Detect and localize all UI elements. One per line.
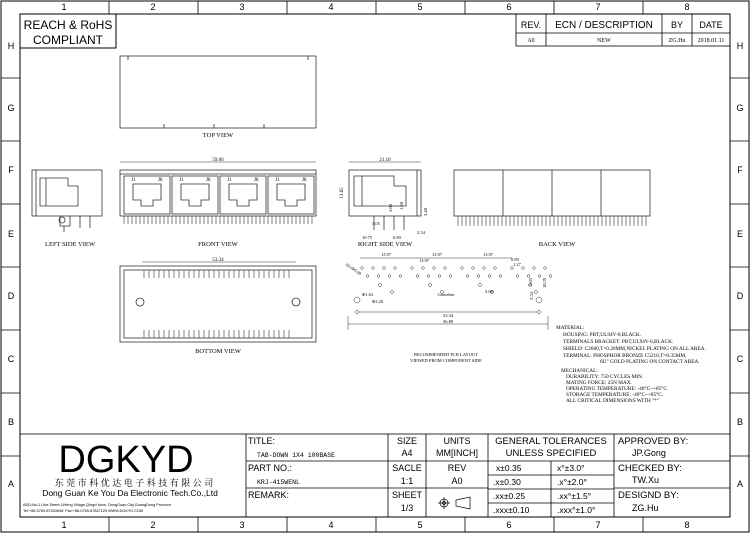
pcb-hole: [535, 291, 538, 294]
pcb-hole: [366, 275, 369, 278]
grid-column-label: 6: [506, 520, 512, 530]
bottom-width-dim: 53.34: [212, 258, 224, 263]
grid-row-label: H: [736, 41, 744, 51]
scale-value: 1:1: [400, 476, 414, 486]
ecn-row-value: NEW: [597, 38, 611, 44]
back-view-drawing: [454, 170, 650, 216]
material-line: TERMINAL: PHOSPHOR BRONZE C5210,T=0.35MM,: [563, 353, 687, 359]
pcb-hole: [516, 275, 519, 278]
pcb-hole: [488, 275, 491, 278]
rev-header: REV.: [520, 20, 542, 30]
pcb-hole: [372, 267, 375, 270]
grid-row-label: A: [736, 479, 744, 489]
material-line: SHIELD: C2680,T=0.20MM,NICKEL PLATING ON ALL AREA.: [563, 346, 706, 352]
port-label: J8: [302, 178, 307, 183]
grid-row-label: C: [7, 354, 15, 364]
title-value: TAB-DOWN 1X4 100BASE: [257, 452, 336, 459]
side-dim-3-00: 3.00: [388, 204, 393, 212]
part-no-value: KRJ-415WENL: [257, 479, 300, 486]
pcb-hole: [466, 275, 469, 278]
pcb-hole: [483, 267, 486, 270]
pcb-dim-13-97b: 13.97: [431, 252, 443, 257]
rev-value: A0: [451, 476, 463, 486]
side-dim-10-75: 10.75: [362, 235, 373, 240]
pcb-hole: [477, 275, 480, 278]
pcb-hole: [383, 267, 386, 270]
grid-row-label: F: [737, 165, 743, 175]
mechanical-title: MECHANICAL:: [561, 368, 598, 374]
pcb-hole: [479, 284, 482, 287]
port-label: J1: [179, 178, 184, 183]
side-dim-6-89: 6.89: [393, 235, 401, 240]
pcb-hole: [527, 275, 530, 278]
size-label: SIZE: [396, 436, 418, 446]
by-header: BY: [670, 20, 684, 30]
pcb-hole: [399, 275, 402, 278]
pcb-hole: [499, 275, 502, 278]
projection-symbol-icon: [438, 497, 470, 509]
pcb-dim-5-08: 5.08: [485, 289, 493, 294]
tolerance-cell: x°±3.0°: [557, 463, 585, 473]
notes: [556, 325, 706, 404]
left-side-view-drawing: [32, 170, 102, 232]
grid-column-label: 4: [328, 520, 334, 530]
tolerance-cell: .x°±2.0°: [557, 477, 587, 487]
pcb-dim-13-97d: 13.97: [418, 258, 430, 263]
grid-row-label: C: [736, 354, 744, 364]
grid-row-label: F: [8, 165, 14, 175]
pcb-hole: [533, 267, 536, 270]
pcb-dim-2-54: 2.54: [529, 292, 534, 300]
grid-row-label: B: [736, 417, 744, 427]
material-title: MATERIAL:: [556, 325, 585, 331]
pcb-dim-13-97a: 13.97: [380, 252, 392, 257]
bottom-pins: [144, 270, 289, 338]
tolerance-cell: x±0.35: [496, 463, 522, 473]
grid-row-label: E: [736, 229, 744, 239]
pcb-hole: [361, 267, 364, 270]
units-value: MM[INCH]: [436, 448, 478, 458]
grid-row-label: A: [7, 479, 15, 489]
grid-row-label: D: [736, 291, 744, 301]
checked-value: TW.Xu: [632, 475, 660, 485]
side-dim-1-60: 1.60: [399, 202, 404, 210]
front-width-dim: 59.06: [212, 158, 224, 163]
pcb-hole: [377, 275, 380, 278]
compliance-line1: REACH & RoHS: [23, 18, 113, 32]
pcb-dim-3-05: 3.05: [528, 278, 533, 286]
bottom-view-drawing: [120, 262, 316, 342]
approved-value: JP.Gong: [632, 448, 666, 458]
grid-row-label: G: [7, 103, 15, 113]
back-view-label: BACK VIEW: [538, 241, 576, 248]
size-value: A4: [401, 448, 413, 458]
rev-row-value: A0: [527, 38, 535, 44]
tolerance-cell: .x±0.30: [493, 477, 521, 487]
grid-column-label: 7: [595, 2, 601, 12]
grid-row-label: B: [7, 417, 15, 427]
approved-label: APPROVED BY:: [618, 436, 689, 447]
date-header: DATE: [699, 20, 723, 30]
ecn-header: ECN / DESCRIPTION: [555, 20, 653, 31]
pcb-layout-label-2: VIEWED FROM COMPONENT SIDE: [410, 358, 482, 363]
company-name-cn: 东 莞 市 科 优 达 电 子 科 技 有 限 公 司: [54, 478, 214, 488]
grid-column-label: 8: [684, 520, 690, 530]
company-contact: Tel:+86-0769-87334606; Fax:+86-0769-87847129 WWW.DGKYD.COM: [23, 509, 144, 513]
port-labels: [131, 178, 307, 183]
grid-column-label: 8: [684, 2, 690, 12]
tolerance-cell: .xxx°±1.0°: [557, 505, 596, 515]
top-view-label: TOP VIEW: [202, 132, 234, 139]
mechanical-line: STORAGE TEMPERATURE: -40°C~+85°C.: [566, 392, 664, 398]
pcb-hole: [522, 267, 525, 270]
by-row-value: ZG.Hu: [668, 38, 686, 44]
grid-row-label: E: [7, 229, 15, 239]
mechanical-line: MATING FORCE: 25N MAX.: [566, 380, 632, 386]
mechanical-line: ALL CRITICAL DIMENSIONS WITH "*": [566, 398, 659, 404]
pcb-dim-32-holes: 32×Φ0.90: [344, 261, 363, 277]
front-view-label: FRONT VIEW: [198, 241, 238, 248]
port-label: J8: [158, 178, 163, 183]
company-address: ADD:No.1 Lihe Street,LiHeng Village,Qingxi town, DongGuan City,GuangDong Province: [23, 503, 172, 507]
pcb-dim-10-29: 10.29: [542, 277, 547, 288]
right-side-view-drawing: [349, 162, 421, 230]
grid-column-label: 2: [150, 2, 156, 12]
pcb-hole: [433, 267, 436, 270]
right-side-view-label: RIGHT SIDE VIEW: [357, 241, 413, 248]
side-width-dim: 21.10: [379, 158, 391, 163]
pcb-hole: [494, 267, 497, 270]
material-line: HOUSING: PBT,UL94V-0,BLACK.: [563, 332, 641, 338]
grid-column-label: 1: [61, 2, 67, 12]
tolerance-title-1: GENERAL TOLERANCES: [495, 436, 607, 447]
sheet-value: 1/3: [400, 503, 414, 513]
pcb-hole: [388, 275, 391, 278]
pcb-dim-1-63: Φ1.63: [362, 292, 374, 297]
pcb-centerline: Centerline: [437, 292, 455, 297]
bottom-view-label: BOTTOM VIEW: [195, 348, 241, 355]
grid-column-label: 2: [150, 520, 156, 530]
front-pins: [124, 216, 312, 224]
pcb-dimensions: [344, 252, 547, 324]
checked-label: CHECKED BY:: [618, 463, 682, 474]
company-logo: DGKYD: [58, 439, 194, 481]
side-dim-3-05: 3.05: [372, 221, 380, 226]
front-height-dim: 13.65: [340, 187, 345, 199]
port-label: J1: [131, 178, 136, 183]
port-label: J8: [206, 178, 211, 183]
side-dim-3-40: 3.40: [423, 208, 428, 216]
top-view-drawing: [120, 56, 316, 128]
mechanical-line: DURABILITY: 750 CYCLES MIN.: [566, 374, 644, 380]
pcb-hole: [472, 267, 475, 270]
mechanical-line: OPERATING TEMPERATURE: -40°C~+85°C.: [566, 386, 669, 392]
side-dim-2-54: 2.54: [417, 230, 425, 235]
grid-column-label: 5: [417, 2, 423, 12]
grid-column-label: 5: [417, 520, 423, 530]
material-line: 6U" GOLD PLATING ON CONTACT AREA.: [600, 359, 700, 365]
back-pins: [458, 216, 646, 226]
date-row-value: 2018.01.11: [697, 38, 725, 44]
pcb-hole: [511, 267, 514, 270]
grid-row-label: D: [7, 291, 15, 301]
pcb-holes: [361, 267, 552, 294]
pcb-hole: [444, 267, 447, 270]
left-side-view-label: LEFT SIDE VIEW: [45, 241, 95, 248]
pcb-dim-53-34: 53.34: [442, 313, 454, 318]
pcb-layout-label-1: RECOMMENDED PCB LAYOUT: [413, 352, 479, 357]
title-label: TITLE:: [248, 436, 276, 446]
pcb-hole: [391, 291, 394, 294]
port-label: J1: [227, 178, 232, 183]
units-label: UNITS: [443, 436, 471, 446]
grid-row-label: H: [7, 41, 15, 51]
pcb-hole: [416, 275, 419, 278]
scale-label: SACLE: [392, 463, 422, 473]
tolerance-cell: .xx°±1.5°: [557, 491, 592, 501]
pcb-dim-3-20: Φ3.20: [372, 299, 384, 304]
grid-column-label: 3: [239, 520, 245, 530]
grid-column-label: 4: [328, 2, 334, 12]
grid-column-label: 3: [239, 2, 245, 12]
pcb-hole: [538, 275, 541, 278]
design-value: ZG.Hu: [632, 503, 659, 513]
pcb-hole: [422, 267, 425, 270]
grid-column-label: 1: [61, 520, 67, 530]
pcb-hole: [427, 275, 430, 278]
grid-column-label: 7: [595, 520, 601, 530]
pcb-hole: [544, 267, 547, 270]
design-label: DESIGND BY:: [618, 490, 679, 501]
pcb-dim-1-27: 1.27: [513, 262, 521, 267]
pcb-hole: [449, 275, 452, 278]
tolerance-cell: .xx±0.25: [493, 491, 526, 501]
pcb-hole: [429, 284, 432, 287]
material-line: TERMINALS BRACKET: PBT,UL94V-0,BLACK.: [563, 339, 674, 345]
pcb-hole: [461, 267, 464, 270]
front-view-drawing: [120, 170, 316, 216]
pcb-hole: [379, 284, 382, 287]
pcb-hole: [411, 267, 414, 270]
sheet-label: SHEET: [391, 490, 423, 500]
part-no-label: PART NO.:: [248, 463, 293, 473]
port-label: J8: [254, 178, 259, 183]
remark-label: REMARK:: [248, 490, 290, 500]
pcb-hole: [549, 275, 552, 278]
grid-column-label: 6: [506, 2, 512, 12]
pcb-hole: [394, 267, 397, 270]
pcb-dim-13-97c: 13.97: [482, 252, 494, 257]
pcb-dim-56-89: 56.89: [442, 319, 454, 324]
tolerance-title-2: UNLESS SPECIFIED: [505, 448, 597, 459]
grid-row-label: G: [736, 103, 744, 113]
compliance-line2: COMPLIANT: [32, 33, 104, 47]
tolerance-cell: .xxx±0.10: [493, 505, 530, 515]
company-name-en: Dong Guan Ke You Da Electronic Tech.Co.,Ltd: [42, 488, 218, 498]
pcb-dim-0-89: 0.89: [511, 257, 519, 262]
port-label: J1: [275, 178, 280, 183]
pcb-hole: [438, 275, 441, 278]
rev-label: REV: [447, 463, 467, 473]
